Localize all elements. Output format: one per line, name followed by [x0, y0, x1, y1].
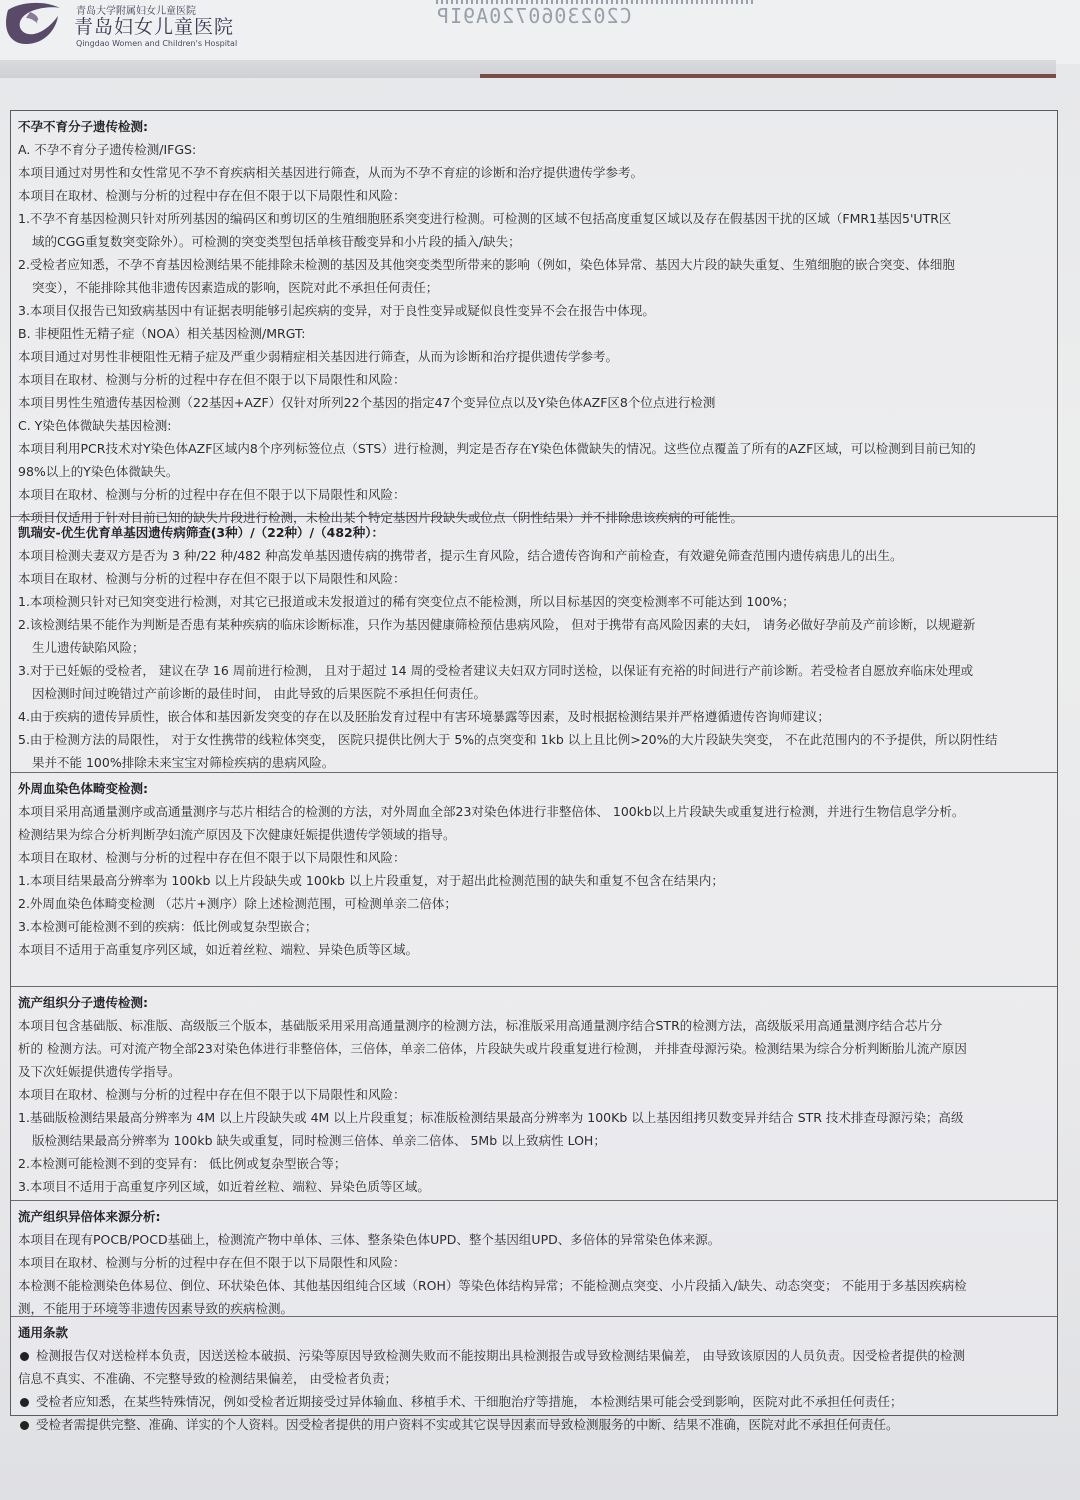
- barcode-number: C2023060720A9IP: [436, 4, 632, 28]
- terms-bullet-item: [18, 1413, 1050, 1436]
- paragraph-line: B. 非梗阻性无精子症（NOA）相关基因检测/MRGT:: [18, 326, 306, 341]
- paragraph-line: 2.外周血染色体畸变检测 （芯片+测序）除上述检测范围，可检测单亲二倍体；: [18, 896, 457, 911]
- paragraph-line: 3.本检测可能检测不到的疾病：低比例或复杂型嵌合；: [18, 919, 318, 934]
- paragraph-line: 1.本项目结果最高分辨率为 100kb 以上片段缺失或 100kb 以上片段重复，对于超出此检测范围的缺失和重复不包含在结果内；: [18, 873, 724, 888]
- paragraph-line: 本项目包含基础版、标准版、高级版三个版本，基础版采用采用高通量测序的检测方法，标准版采用高通量测序结合STR的检测方法，高级版采用高通量测序结合芯片分: [18, 1018, 943, 1033]
- section-title: 凯瑞安-优生优育单基因遗传病筛查(3种）/（22种）/（482种）：: [18, 525, 384, 540]
- document-header: [0, 0, 1080, 64]
- university-affiliation: 青岛大学附属妇女儿童医院: [76, 6, 196, 17]
- paragraph-line: 本项目检测夫妻双方是否为 3 种/22 种/482 种高发单基因遗传病的携带者，提示生育风险，结合遗传咨询和产前检查，有效避免筛查范围内遗传病患儿的出生。: [18, 548, 903, 563]
- paragraph-line: 生儿遗传缺陷风险；: [32, 640, 145, 655]
- section-miscarriage-tissue-genetic-test: [11, 987, 1057, 1201]
- paragraph-line: 本项目在取材、检测与分析的过程中存在但不限于以下局限性和风险：: [18, 372, 406, 387]
- terms-table: [10, 110, 1058, 1432]
- paragraph-line: 果并不能 100%排除未来宝宝对筛检疾病的患病风险。: [32, 755, 335, 770]
- paragraph-line: 突变），不能排除其他非遗传因素造成的影响，医院对此不承担任何责任；: [32, 280, 439, 295]
- paragraph-line: 本项目在取材、检测与分析的过程中存在但不限于以下局限性和风险：: [18, 571, 406, 586]
- section-infertility-genetic-testing: [11, 111, 1057, 525]
- hospital-name: 青岛妇女儿童医院: [74, 16, 235, 38]
- paragraph-line: 5.由于检测方法的局限性， 对于女性携带的线粒体突变， 医院只提供比例大于 5%的点突变和 1kb 以上且比例>20%的大片段缺失突变， 不在此范围内的不予提供，所以阴性结: [18, 732, 998, 747]
- paragraph-line: 本项目利用PCR技术对Y染色体AZF区域内8个序列标签位点（STS）进行检测，判定是否存在Y染色体微缺失的情况。这些位点覆盖了所有的AZF区域，可以检测到目前已知的: [18, 441, 976, 456]
- paragraph-line: 本项目通过对男性非梗阻性无精子症及严重少弱精症相关基因进行筛查，从而为诊断和治疗提供遗传学参考。: [18, 349, 619, 364]
- paragraph-line: 2.本检测可能检测不到的变异有： 低比例或复杂型嵌合等；: [18, 1156, 347, 1171]
- hospital-name-en: Qingdao Women and Children's Hospital: [76, 39, 238, 48]
- paragraph-line: 3.本项目仅报告已知致病基因中有证据表明能够引起疾病的变异，对于良性变异或疑似良性变异不会在报告中体现。: [18, 303, 655, 318]
- bullet-text: 检测报告仅对送检样本负责，因送送检本破损、污染等原因导致检测失败而不能按期出具检测报告或导致检测结果偏差， 由导致该原因的人员负责。因受检者提供的检测: [36, 1348, 965, 1363]
- paragraph-line: 本项目通过对男性和女性常见不孕不育疾病相关基因进行筛查，从而为不孕不育症的诊断和治疗提供遗传学参考。: [18, 165, 644, 180]
- paragraph-line: 本项目男性生殖遗传基因检测（22基因+AZF）仅针对所列22个基因的指定47个变异位点以及Y染色体AZF区8个位点进行检测: [18, 395, 716, 410]
- paragraph-line: 版检测结果最高分辨率为 100kb 缺失或重复，同时检测三倍体、单亲二倍体、 5Mb 以上致病性 LOH；: [32, 1133, 606, 1148]
- paragraph-line: 检测结果为综合分析判断孕妇流产原因及下次健康妊娠提供遗传学领域的指导。: [18, 827, 456, 842]
- paragraph-line: 3.对于已妊娠的受检者， 建议在孕 16 周前进行检测， 且对于超过 14 周的受检者建议夫妇双方同时送检，以保证有充裕的时间进行产前诊断。若受检者自愿放弃临床处理或: [18, 663, 974, 678]
- hospital-emblem-icon: [0, 0, 72, 56]
- terms-bullet-item: [18, 1390, 1050, 1413]
- paragraph-line: 98%以上的Y染色体微缺失。: [18, 464, 179, 479]
- paragraph-line: 本项目不适用于高重复序列区域，如近着丝粒、端粒、异染色质等区域。: [18, 942, 419, 957]
- paragraph-line: 1.本项检测只针对已知突变进行检测，对其它已报道或未发报道过的稀有突变位点不能检测，所以目标基因的突变检测率不可能达到 100%；: [18, 594, 795, 609]
- paragraph-line: 测，不能用于环境等非遗传因素导致的疾病检测。: [18, 1301, 294, 1316]
- paragraph-line: 本项目在现有POCB/POCD基础上，检测流产物中单体、三体、整条染色体UPD、整个基因组UPD、多倍体的异常染色体来源。: [18, 1232, 721, 1247]
- paragraph-line: 本项目采用高通量测序或高通量测序与芯片相结合的检测的方法，对外周血全部23对染色体进行非整倍体、 100kb以上片段缺失或重复进行检测，并进行生物信息学分析。: [18, 804, 965, 819]
- paragraph-line: 本项目在取材、检测与分析的过程中存在但不限于以下局限性和风险：: [18, 850, 406, 865]
- paragraph-line: C. Y染色体微缺失基因检测:: [18, 418, 172, 433]
- section-title: 流产组织异倍体来源分析:: [18, 1209, 161, 1224]
- paragraph-line: 信息不真实、不准确、不完整导致的检测结果偏差， 由受检者负责；: [18, 1371, 397, 1386]
- section-title: 通用条款: [18, 1325, 69, 1340]
- paragraph-line: 本项目在取材、检测与分析的过程中存在但不限于以下局限性和风险：: [18, 1087, 406, 1102]
- paragraph-line: 因检测时间过晚错过产前诊断的最佳时间， 由此导致的后果医院不承担任何责任。: [32, 686, 486, 701]
- paragraph-line: 4.由于疾病的遗传异质性，嵌合体和基因新发突变的存在以及胚胎发育过程中有害环境暴露等因素，及时根据检测结果并严格遵循遗传咨询师建议；: [18, 709, 830, 724]
- paragraph-line: A. 不孕不育分子遗传检测/IFGS:: [18, 142, 197, 157]
- bullet-dot-icon: [20, 1421, 29, 1430]
- paragraph-line: 1.不孕不育基因检测只针对所列基因的编码区和剪切区的生殖细胞胚系突变进行检测。可检测的区域不包括高度重复区域以及存在假基因干扰的区域（FMR1基因5'UTR区: [18, 211, 952, 226]
- section-monogenic-carrier-screening: [11, 517, 1057, 773]
- paragraph-line: 本项目仅适用于针对目前已知的缺失片段进行检测，未检出某个特定基因片段缺失或位点（阴性结果）并不排除患该疾病的可能性。: [18, 510, 744, 525]
- paragraph-line: 域的CGG重复数突变除外）。可检测的突变类型包括单核苷酸变异和小片段的插入/缺失；: [32, 234, 521, 249]
- paragraph-line: 本项目在取材、检测与分析的过程中存在但不限于以下局限性和风险：: [18, 1255, 406, 1270]
- bullet-text: 受检者需提供完整、准确、详实的个人资料。因受检者提供的用户资料不实或其它误导因素而导致检测服务的中断、结果不准确，医院对此不承担任何责任。: [36, 1417, 899, 1432]
- section-peripheral-blood-chromosome-test: [11, 773, 1057, 987]
- paragraph-line: 2.受检者应知悉，不孕不育基因检测结果不能排除未检测的基因及其他突变类型所带来的影响（例如，染色体异常、基因大片段的缺失重复、生殖细胞的嵌合突变、体细胞: [18, 257, 955, 272]
- section-title: 不孕不育分子遗传检测:: [18, 119, 148, 134]
- bullet-text: 受检者应知悉，在某些特殊情况，例如受检者近期接受过异体输血、移植手术、干细胞治疗等措施， 本检测结果可能会受到影响，医院对此不承担任何责任；: [36, 1394, 903, 1409]
- paragraph-line: 及下次妊娠提供遗传学指导。: [18, 1064, 181, 1079]
- paragraph-line: 析的 检测方法。可对流产物全部23对染色体进行非整倍体，三倍体，单亲二倍体，片段缺失或片段重复进行检测， 并排查母源污染。检测结果为综合分析判断胎儿流产原因: [18, 1041, 967, 1056]
- hospital-logo: [0, 0, 238, 56]
- header-accent-rule: [480, 74, 1056, 78]
- section-general-terms: [11, 1317, 1057, 1432]
- paragraph-line: 本项目在取材、检测与分析的过程中存在但不限于以下局限性和风险：: [18, 487, 406, 502]
- bullet-dot-icon: [20, 1398, 29, 1407]
- section-aneuploidy-origin-analysis: [11, 1201, 1057, 1317]
- terms-bullet-item: [18, 1344, 1050, 1367]
- paragraph-line: 2.该检测结果不能作为判断是否患有某种疾病的临床诊断标准，只作为基因健康筛检预估患病风险， 但对于携带有高风险因素的夫妇， 请务必做好孕前及产前诊断，以规避新: [18, 617, 976, 632]
- paragraph-line: 1.基础版检测结果最高分辨率为 4M 以上片段缺失或 4M 以上片段重复；标准版检测结果最高分辨率为 100Kb 以上基因组拷贝数变异并结合 STR 技术排查母源污染；高级: [18, 1110, 964, 1125]
- paragraph-line: 本检测不能检测染色体易位、倒位、环状染色体、其他基因组纯合区域（ROH）等染色体结构异常；不能检测点突变、小片段插入/缺失、动态突变； 不能用于多基因疾病检: [18, 1278, 967, 1293]
- section-title: 外周血染色体畸变检测:: [18, 781, 148, 796]
- paragraph-line: 3.本项目不适用于高重复序列区域，如近着丝粒、端粒、异染色质等区域。: [18, 1179, 430, 1194]
- bullet-dot-icon: [20, 1352, 29, 1361]
- paragraph-line: 本项目在取材、检测与分析的过程中存在但不限于以下局限性和风险：: [18, 188, 406, 203]
- section-title: 流产组织分子遗传检测:: [18, 995, 148, 1010]
